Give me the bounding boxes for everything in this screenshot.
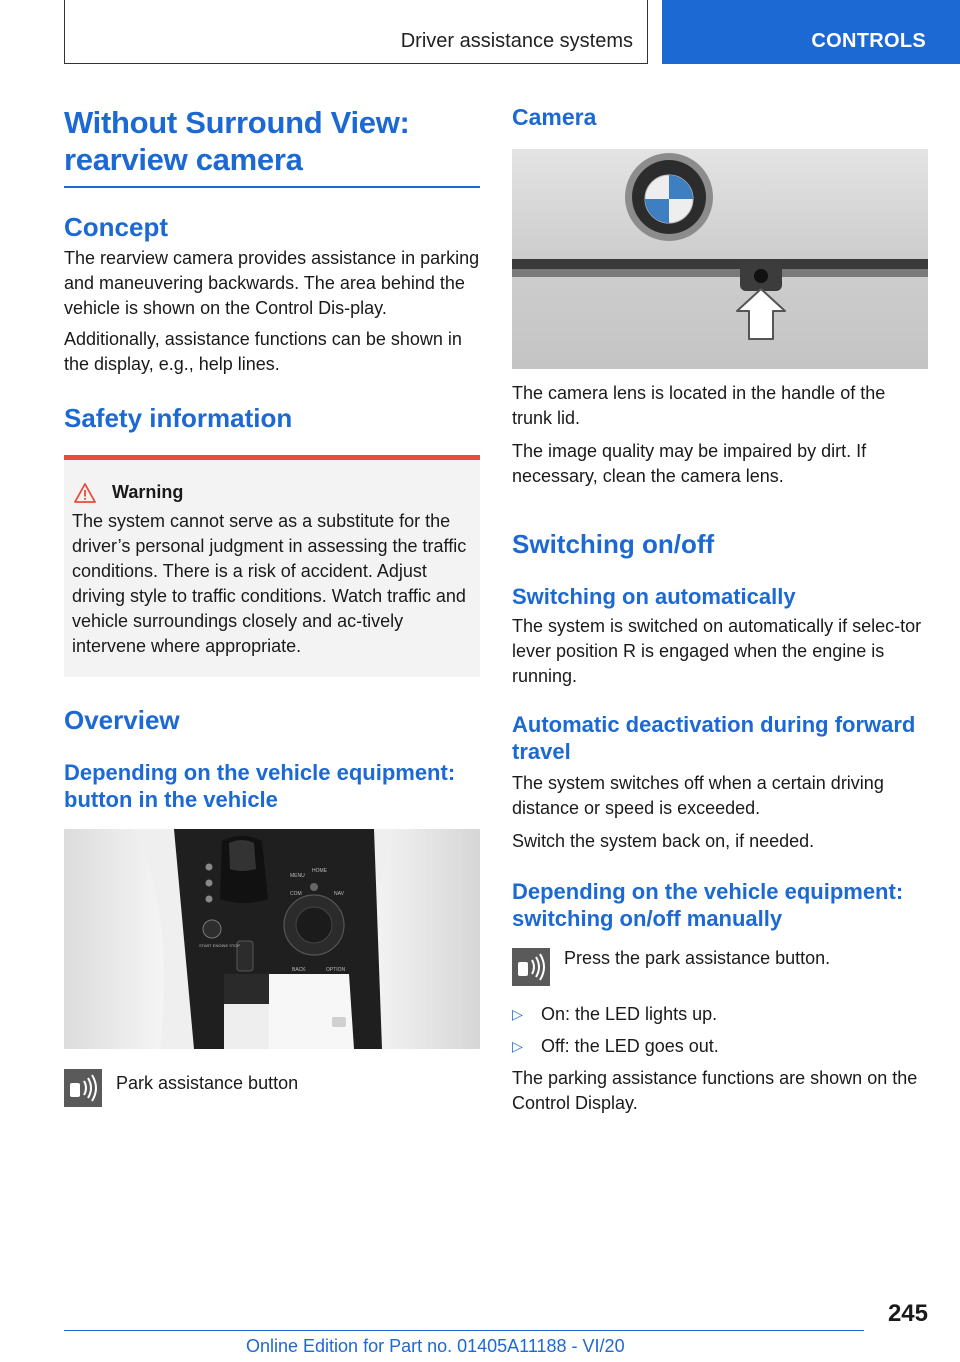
- camera-heading: Camera: [512, 104, 597, 130]
- park-button-caption-row: [64, 1069, 480, 1107]
- park-button-caption: Park assistance button: [116, 1073, 299, 1093]
- camera-paragraph-1: The camera lens is located in the handle of the trunk lid.: [512, 383, 886, 428]
- header-section-title: Driver assistance systems: [400, 30, 633, 52]
- concept-heading: Concept: [64, 212, 168, 242]
- warning-box: [64, 455, 480, 677]
- overview-heading: Overview: [64, 705, 180, 735]
- button-subheading: Depending on the vehicle equipment: button in the vehicle: [64, 760, 456, 812]
- console-label-menu: MENU: [290, 873, 305, 879]
- concept-paragraph-1: The rearview camera provides assistance in parking and maneuvering backwards. The area behind the vehicle is shown on the Control Dis-play.: [64, 248, 480, 318]
- manual-paragraph-end: The parking assistance functions are shown on the Control Display.: [512, 1068, 918, 1113]
- console-label-back: BACK: [292, 967, 306, 973]
- camera-photo: [512, 149, 928, 369]
- console-label-home: HOME: [312, 868, 327, 874]
- list-item: [512, 1002, 928, 1027]
- auto-on-heading: Switching on automatically: [512, 584, 796, 609]
- edition-text: Online Edition for Part no. 01405A11188 - VI/20: [246, 1336, 625, 1356]
- warning-title: Warning: [112, 482, 184, 502]
- list-item: [512, 1034, 928, 1059]
- warning-title-row: [72, 482, 474, 503]
- auto-off-heading: Automatic deactivation during forward travel: [512, 712, 916, 764]
- center-console-photo: [64, 829, 480, 1049]
- header-chapter-tab[interactable]: [662, 0, 960, 64]
- main-title: Without Surround View: rearview camera: [64, 104, 480, 188]
- warning-triangle-icon: [74, 483, 96, 503]
- triangle-bullet-icon: ▷: [512, 1006, 523, 1022]
- list-item-text: On: the LED lights up.: [541, 1004, 718, 1024]
- page-number: 245: [887, 1300, 928, 1327]
- triangle-bullet-icon: ▷: [512, 1038, 523, 1054]
- led-status-list: [512, 1002, 928, 1059]
- console-label-nav: NAV: [334, 891, 344, 897]
- manual-heading: Depending on the vehicle equipment: switching on/off manually: [512, 879, 904, 931]
- center-console-illustration: [64, 829, 480, 1049]
- concept-paragraph-2: Additionally, assistance functions can be shown in the display, e.g., help lines.: [64, 329, 462, 374]
- auto-off-paragraph-1: The system switches off when a certain driving distance or speed is exceeded.: [512, 773, 884, 818]
- list-item-text: Off: the LED goes out.: [541, 1036, 719, 1056]
- footer-divider: [64, 1330, 864, 1331]
- rear-camera-illustration: [512, 149, 928, 369]
- console-label-start: START ENGINE STOP: [199, 943, 241, 948]
- console-label-com: COM: [290, 891, 302, 897]
- switching-heading: Switching on/off: [512, 529, 715, 559]
- auto-off-paragraph-2: Switch the system back on, if needed.: [512, 831, 815, 851]
- console-label-option: OPTION: [326, 967, 346, 973]
- auto-on-text: The system is switched on automatically if selec-tor lever position R is engaged when the engine is running.: [512, 616, 922, 686]
- park-assistance-icon: [64, 1069, 102, 1107]
- manual-instruction-row: [512, 948, 928, 986]
- warning-text: The system cannot serve as a substitute for the driver’s personal judgment in assessing the traffic conditions. There is a risk of accident. Adjust driving style to traffic conditions. Watch traffic and vehicle surroundings closely and ac-tively intervene where appropriate.: [72, 511, 467, 656]
- left-column: [64, 104, 480, 1107]
- header-chapter-label: CONTROLS: [811, 30, 926, 52]
- right-column: [512, 104, 928, 1116]
- camera-paragraph-2: The image quality may be impaired by dirt. If necessary, clean the camera lens.: [512, 441, 867, 486]
- manual-instruction: Press the park assistance button.: [564, 948, 831, 968]
- park-assistance-icon: [512, 948, 550, 986]
- header-section-box: [64, 0, 648, 64]
- safety-heading: Safety information: [64, 403, 293, 433]
